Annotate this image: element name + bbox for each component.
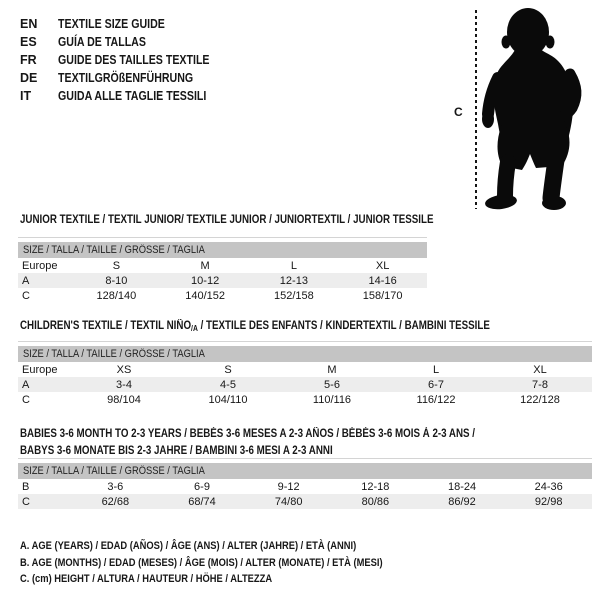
table-cell: 5-6 <box>324 378 340 391</box>
footnote-a <box>20 538 447 555</box>
table-cell: 152/158 <box>273 289 314 302</box>
legend-footnotes <box>20 538 447 588</box>
language-code: EN <box>20 17 38 31</box>
language-code: ES <box>20 35 37 49</box>
row-label: C <box>22 393 30 406</box>
table-cell: 128/140 <box>96 289 137 302</box>
table-cell: 4-5 <box>220 378 236 391</box>
language-row-fr <box>20 51 236 69</box>
row-label: C <box>22 289 30 302</box>
table-cell: 158/170 <box>362 289 403 302</box>
baby-ear-left <box>502 36 511 49</box>
language-title: GUIDE DES TAILLES TEXTILE <box>58 53 210 67</box>
baby-silhouette <box>478 4 596 212</box>
table-cell: 62/68 <box>101 495 130 508</box>
size-header-label: SIZE / TALLA / TAILLE / GRÖSSE / TAGLIA <box>23 465 205 477</box>
language-title-list <box>20 15 236 105</box>
table-cell: 92/98 <box>534 495 563 508</box>
table-cell: 98/104 <box>107 393 141 406</box>
junior-heading-text: JUNIOR TEXTILE / TEXTIL JUNIOR/ TEXTILE JUNIOR / JUNIORTEXTIL / JUNIOR TESSILE <box>20 214 434 226</box>
baby-ear-right <box>546 36 555 49</box>
table-cell: 6-7 <box>428 378 444 391</box>
baby-foot-right <box>542 196 566 210</box>
baby-leg-right <box>551 160 556 198</box>
language-code: IT <box>20 89 32 103</box>
babies-section-heading <box>20 426 555 460</box>
children-heading-text <box>20 320 490 333</box>
table-row-a <box>18 377 592 392</box>
table-cell: 6-9 <box>194 480 210 493</box>
language-row-es <box>20 33 236 51</box>
babies-size-table <box>18 458 592 509</box>
children-heading-subscript: /A <box>191 324 198 333</box>
baby-leg-left <box>505 162 508 196</box>
table-cell: 86/92 <box>448 495 476 508</box>
language-row-de <box>20 69 236 87</box>
table-cell: 9-12 <box>277 480 300 493</box>
junior-size-header-bar <box>18 242 427 258</box>
table-cell: S <box>224 363 232 376</box>
footnote-a-text: A. AGE (YEARS) / EDAD (AÑOS) / ÂGE (ANS) / ALTER (JAHRE) / ETÀ (ANNI) <box>20 540 357 552</box>
table-row-europe <box>18 362 592 377</box>
language-title: TEXTILE SIZE GUIDE <box>58 17 165 31</box>
height-measure-dotted-line <box>475 10 477 209</box>
table-cell: M <box>327 363 337 376</box>
babies-size-header-bar <box>18 463 592 479</box>
table-cell: XL <box>533 363 547 376</box>
language-code: FR <box>20 53 37 67</box>
table-row-c <box>18 288 427 303</box>
table-top-rule <box>18 237 427 238</box>
table-cell: 68/74 <box>188 495 216 508</box>
row-label: C <box>22 495 30 508</box>
baby-hand-left <box>482 110 494 128</box>
children-size-header-bar <box>18 346 592 362</box>
table-cell: 74/80 <box>274 495 303 508</box>
row-label: B <box>22 480 30 493</box>
table-cell: L <box>290 259 297 272</box>
children-size-table <box>18 341 592 407</box>
table-row-a <box>18 273 427 288</box>
table-cell: 12-18 <box>361 480 390 493</box>
table-cell: 10-12 <box>191 274 220 287</box>
babies-heading-line1: BABIES 3-6 MONTH TO 2-3 YEARS / BEBÉS 3-6 MESES A 2-3 AÑOS / BÉBÉS 3-6 MOIS À 2-3 ANS / <box>20 428 476 440</box>
size-header-label: SIZE / TALLA / TAILLE / GRÖSSE / TAGLIA <box>23 244 205 256</box>
table-cell: L <box>432 363 440 376</box>
table-cell: 14-16 <box>368 274 397 287</box>
table-cell: 140/152 <box>185 289 225 302</box>
table-row-b <box>18 479 592 494</box>
language-code: DE <box>20 71 38 85</box>
footnote-b <box>20 555 447 572</box>
children-heading-post: / TEXTILE DES ENFANTS / KINDERTEXTIL / BAMBINI TESSILE <box>197 320 490 332</box>
table-cell: XS <box>116 363 132 376</box>
children-heading-pre: CHILDREN'S TEXTILE / TEXTIL NIÑO <box>20 320 192 332</box>
table-cell: 80/86 <box>361 495 390 508</box>
junior-section-heading <box>20 214 506 226</box>
language-row-en <box>20 15 236 33</box>
table-cell: 24-36 <box>534 480 563 493</box>
footnote-c-text: C. (cm) HEIGHT / ALTURA / HAUTEUR / HÖHE / ALTEZZA <box>20 573 273 585</box>
table-cell: 122/128 <box>520 393 560 406</box>
table-cell: 18-24 <box>447 480 477 493</box>
table-cell: S <box>112 259 121 272</box>
row-label: Europe <box>22 259 58 272</box>
height-label-c: C <box>454 105 463 119</box>
children-section-heading <box>20 320 573 333</box>
row-label: A <box>22 378 30 391</box>
table-top-rule <box>18 458 592 459</box>
table-cell: 110/116 <box>312 393 352 406</box>
language-title: GUÍA DE TALLAS <box>58 35 146 49</box>
babies-heading-line2: BABYS 3-6 MONATE BIS 2-3 JAHRE / BAMBINI 3-6 MESI A 2-3 ANNI <box>20 445 333 457</box>
table-row-europe <box>18 258 427 273</box>
table-row-c <box>18 494 592 509</box>
row-label: A <box>22 274 30 287</box>
footnote-b-text: B. AGE (MONTHS) / EDAD (MESES) / ÂGE (MOIS) / ALTER (MONATE) / ETÀ (MESI) <box>20 556 383 569</box>
language-title: TEXTILGRÖßENFÜHRUNG <box>58 71 194 85</box>
table-cell: 116/122 <box>416 393 456 406</box>
language-row-it <box>20 87 236 105</box>
table-cell: 8-10 <box>105 274 128 287</box>
size-header-label: SIZE / TALLA / TAILLE / GRÖSSE / TAGLIA <box>23 348 205 360</box>
table-cell: 104/110 <box>208 393 248 406</box>
table-cell: M <box>200 259 210 272</box>
junior-size-table <box>18 237 427 303</box>
table-cell: XL <box>375 259 390 272</box>
row-label: Europe <box>22 363 58 376</box>
table-top-rule <box>18 341 592 342</box>
table-cell: 3-4 <box>116 378 132 391</box>
footnote-c <box>20 571 447 588</box>
table-cell: 3-6 <box>107 480 124 493</box>
table-cell: 12-13 <box>279 274 308 287</box>
table-cell: 7-8 <box>532 378 548 391</box>
table-row-c <box>18 392 592 407</box>
language-title: GUIDA ALLE TAGLIE TESSILI <box>58 89 207 103</box>
